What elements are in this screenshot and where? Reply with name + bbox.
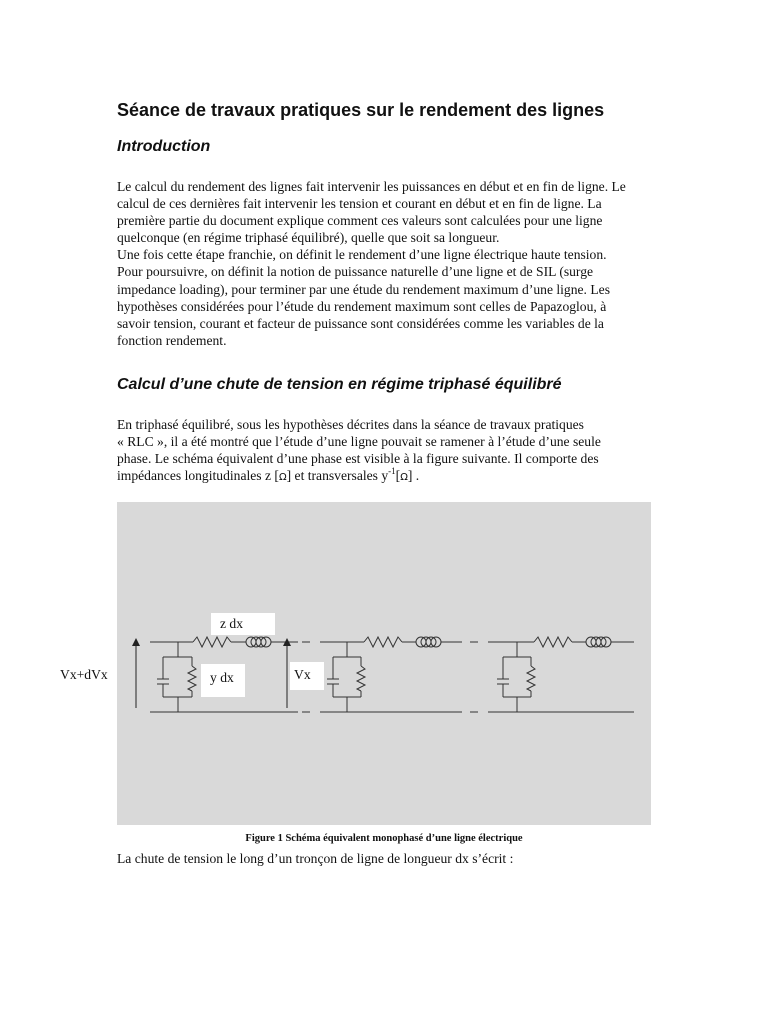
figure-caption: Figure 1 Schéma équivalent monophasé d’une ligne électrique [245, 833, 523, 844]
resistor-shunt-2 [357, 666, 365, 691]
calc-line: En triphasé équilibré, sous les hypothèses décrites dans la séance de travaux pratiques [117, 417, 584, 432]
ohm-symbol: Ω [278, 472, 287, 484]
page-title: Séance de travaux pratiques sur le rendement des lignes [117, 100, 605, 120]
resistor-series-1 [193, 637, 231, 647]
text-fragment: [ [395, 468, 401, 484]
inductor-series-2 [416, 637, 441, 647]
text-fragment: impédances longitudinales z [ [117, 468, 279, 484]
label-vx: Vx [290, 662, 324, 690]
inductor-series-3 [586, 637, 611, 647]
intro-line: Le calcul du rendement des lignes fait intervenir les puissances en début et en fin de ligne. Le [117, 179, 626, 194]
intro-line: calcul de ces dernières fait intervenir les tension et courant en début et en fin de ligne. La [117, 196, 602, 212]
intro-line: impedance loading), pour terminer par une étude du rendement maximum d’une ligne. Les [117, 281, 610, 297]
closing-line: La chute de tension le long d’un tronçon de ligne de longueur dx s’écrit : [117, 851, 514, 866]
resistor-series-2 [364, 637, 402, 647]
resistor-shunt-1 [188, 666, 196, 691]
calc-line: « RLC », il a été montré que l’étude d’une ligne pouvait se ramener à l’étude d’une seule [117, 434, 601, 450]
intro-line: savoir tension, courant et facteur de puissance sont considérées comme les variables de la [117, 315, 604, 331]
label-vx-dvx: Vx+dVx [60, 667, 108, 682]
intro-line: première partie du document explique comment ces valeurs sont calculées pour une ligne [117, 213, 603, 229]
text-fragment: ] et transversales y [286, 468, 389, 484]
intro-line: fonction rendement. [117, 332, 227, 348]
label-z-dx: z dx [211, 613, 275, 635]
calc-line: phase. Le schéma équivalent d’une phase est visible à la figure suivante. Il comporte des [117, 451, 599, 467]
intro-line: Une fois cette étape franchie, on définit le rendement d’une ligne électrique haute tension. [117, 247, 607, 263]
text-fragment: ] . [407, 468, 420, 484]
superscript-minus-one: -1 [388, 466, 396, 477]
resistor-series-3 [534, 637, 572, 647]
ohm-symbol: Ω [400, 472, 408, 484]
intro-line: quelconque (en régime triphasé équilibré), quelle que soit sa longueur. [117, 230, 500, 246]
section-heading-introduction: Introduction [117, 138, 211, 155]
intro-line: Pour poursuivre, on définit la notion de puissance naturelle d’une ligne et de SIL (surge [117, 264, 594, 280]
section-heading-calcul: Calcul d’une chute de tension en régime triphasé équilibré [117, 376, 562, 393]
intro-line: hypothèses considérées pour l’étude du rendement maximum sont celles de Papazoglou, à [117, 298, 607, 314]
label-y-dx: y dx [201, 664, 245, 697]
resistor-shunt-3 [527, 666, 535, 691]
inductor-series-1 [246, 637, 271, 647]
